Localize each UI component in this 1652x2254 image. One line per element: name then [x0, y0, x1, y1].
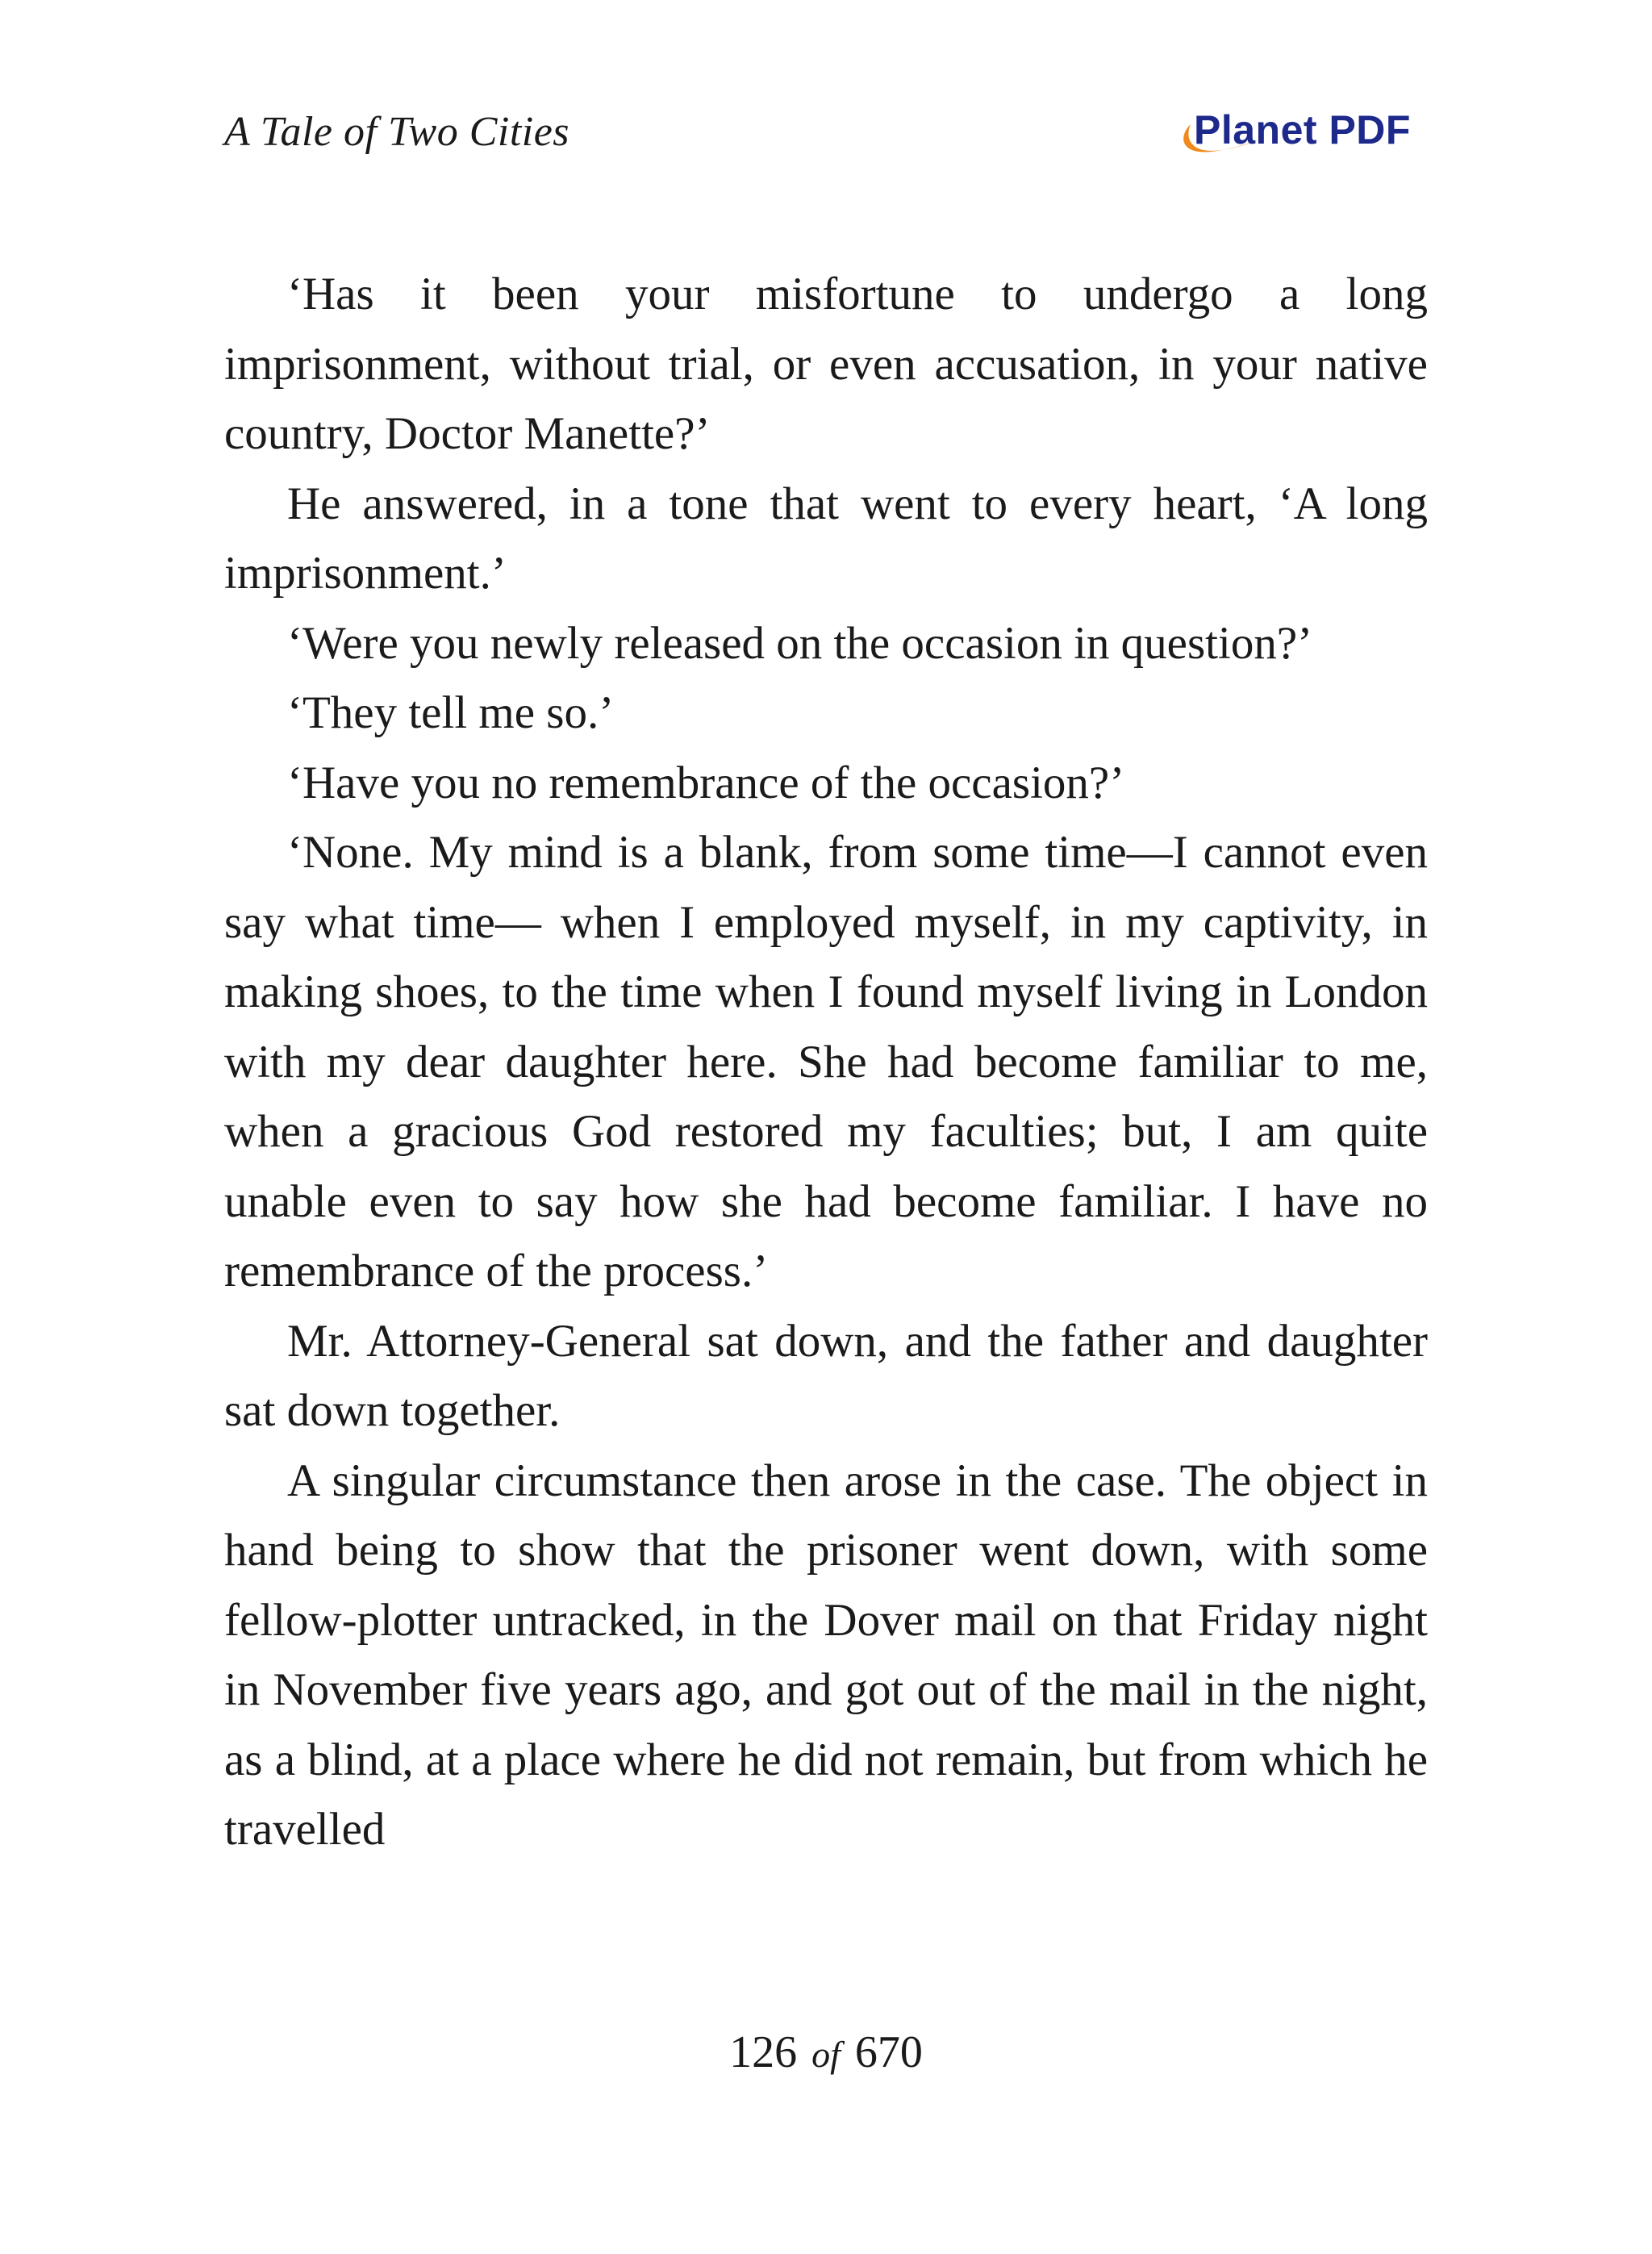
- paragraph: ‘None. My mind is a blank, from some time—I cannot even say what time— when I employed myself, in my captivity, in making shoes, to the time when I found myself living in London with my dear daughter here. She had become familiar to me, when a gracious God restored my faculties; but, I am quite unable even to say how she had become familiar. I have no remembrance of the process.’: [224, 827, 1428, 1296]
- page-header: [224, 105, 1428, 169]
- book-title: A Tale of Two Cities: [224, 109, 570, 155]
- paragraph: He answered, in a tone that went to every heart, ‘A long imprisonment.’: [224, 478, 1428, 599]
- logo-text: Planet PDF: [1194, 107, 1411, 152]
- total-page-count: 670: [854, 2027, 923, 2077]
- current-page-number: 126: [729, 2027, 798, 2077]
- paragraph: ‘Have you no remembrance of the occasion?’: [287, 757, 1125, 808]
- page-of-label: of: [811, 2034, 841, 2075]
- paragraph: Mr. Attorney-General sat down, and the father and daughter sat down together.: [224, 1315, 1428, 1436]
- paragraph: ‘Were you newly released on the occasion in question?’: [287, 617, 1313, 669]
- paragraph: ‘Has it been your misfortune to undergo a long imprisonment, without trial, or even accusation, in your native country, Doctor Manette?’: [224, 269, 1428, 459]
- paragraph: A singular circumstance then arose in the case. The object in hand being to show that the prisoner went down, with some fellow-plotter untracked, in the Dover mail on that Friday night in November five years ago, and got out of the mail in the night, as a blind, at a place where he did not remain, but from which he travelled: [224, 1455, 1428, 1855]
- planet-pdf-logo: [1170, 105, 1428, 169]
- paragraph: ‘They tell me so.’: [287, 687, 615, 738]
- page-body: [224, 260, 1428, 1865]
- page-number-footer: [0, 2027, 1652, 2078]
